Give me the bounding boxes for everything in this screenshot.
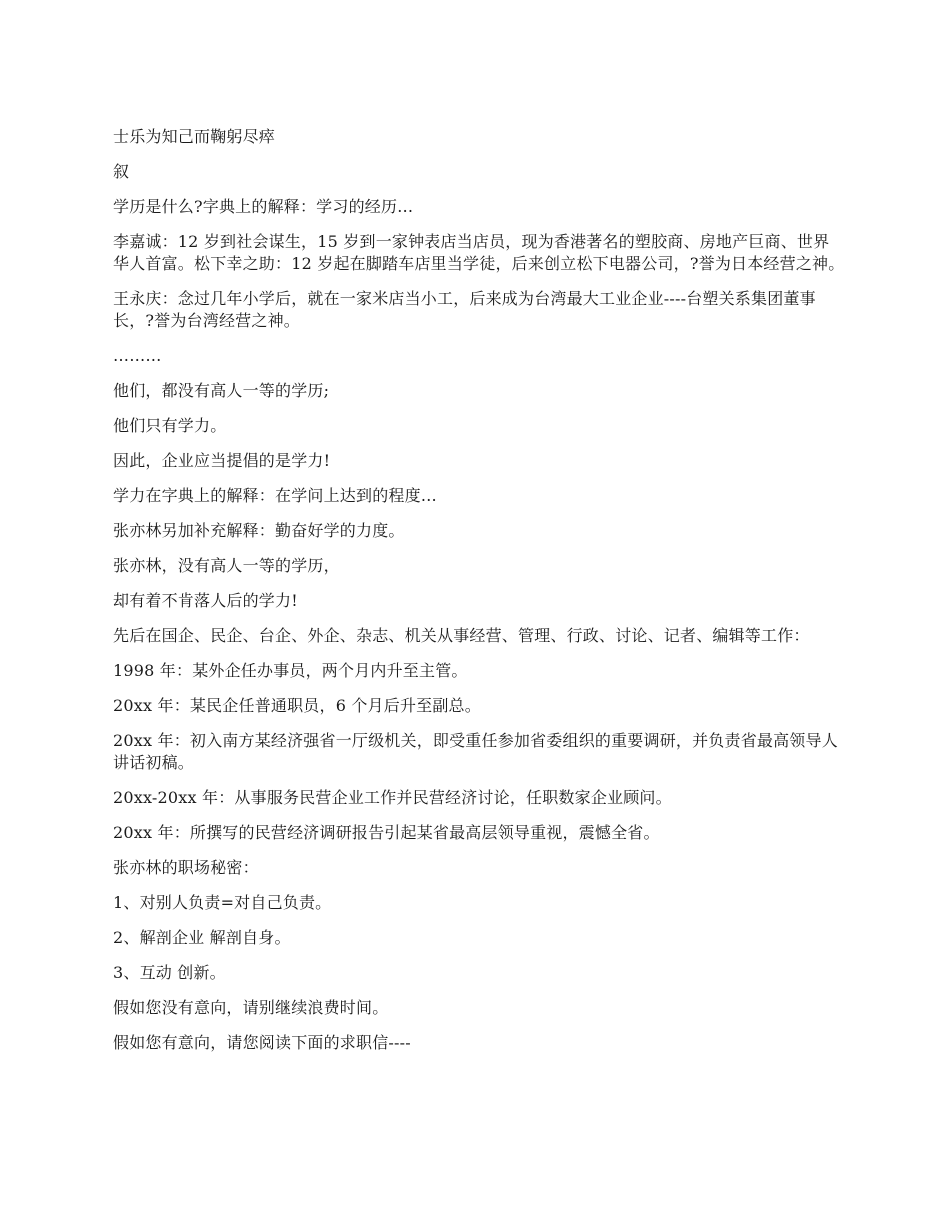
paragraph: ……… (113, 346, 162, 365)
paragraph: 20xx 年：某民企任普通职员，6 个月后升至副总。 (113, 696, 481, 715)
paragraph: 却有着不肯落人后的学力! (113, 591, 298, 610)
document-title: 士乐为知己而鞠躬尽瘁 (113, 127, 276, 146)
paragraph: 先后在国企、民企、台企、外企、杂志、机关从事经营、管理、行政、讨论、记者、编辑等工作： (113, 626, 810, 645)
list-item: 1、对别人负责=对自己负责。 (113, 893, 332, 912)
paragraph: 20xx-20xx 年：从事服务民营企业工作并民营经济讨论，任职数家企业顾问。 (113, 788, 672, 807)
paragraph: 假如您没有意向，请别继续浪费时间。 (113, 998, 389, 1017)
paragraph: 张亦林，没有高人一等的学历， (113, 556, 340, 575)
paragraph: 学历是什么?字典上的解释：学习的经历… (113, 197, 414, 216)
paragraph: 因此，企业应当提倡的是学力! (113, 451, 331, 470)
paragraph: 他们只有学力。 (113, 416, 227, 435)
paragraph: 假如您有意向，请您阅读下面的求职信---- (113, 1033, 411, 1052)
paragraph: 20xx 年：初入南方某经济强省一厅级机关，即受重任参加省委组织的重要调研，并负责省最高领导人讲话初稿。 (113, 731, 838, 772)
document-page (113, 126, 845, 1067)
paragraph: 李嘉诚：12 岁到社会谋生，15 岁到一家钟表店当店员，现为香港著名的塑胶商、房地产巨商、世界华人首富。松下幸之助：12 岁起在脚踏车店里当学徒，后来创立松下电器公司，?誉为日本经营之神。 (113, 232, 845, 273)
list-item: 2、解剖企业 解剖自身。 (113, 928, 291, 947)
paragraph: 20xx 年：所撰写的民营经济调研报告引起某省最高层领导重视，震憾全省。 (113, 823, 660, 842)
paragraph: 张亦林的职场秘密： (113, 858, 259, 877)
paragraph: 王永庆：念过几年小学后，就在一家米店当小工，后来成为台湾最大工业企业----台塑关系集团董事长，?誉为台湾经营之神。 (113, 289, 816, 330)
list-item: 3、互动 创新。 (113, 963, 226, 982)
paragraph: 张亦林另加补充解释：勤奋好学的力度。 (113, 521, 405, 540)
paragraph: 学力在字典上的解释：在学问上达到的程度… (113, 486, 438, 505)
paragraph: 1998 年：某外企任办事员，两个月内升至主管。 (113, 661, 468, 680)
section-heading: 叙 (113, 162, 130, 181)
paragraph: 他们，都没有高人一等的学历; (113, 381, 330, 400)
